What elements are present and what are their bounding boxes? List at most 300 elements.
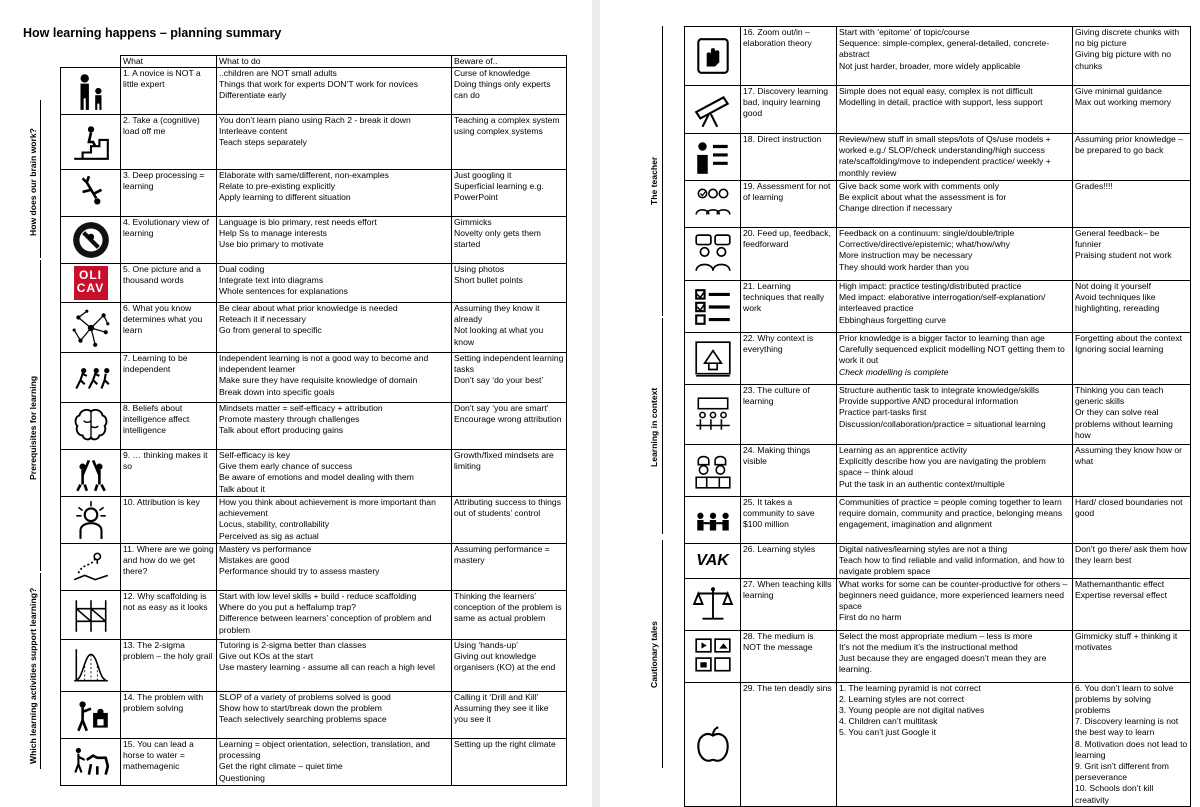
vak-logo-text: VAK: [696, 552, 729, 570]
todo-cell: [837, 445, 1073, 497]
todo-line: Review/new stuff in small steps/lots of Qs/use models + worked e.g./ SLOP/check understanding/high success rate/scaffolding/move to independent practice/ weekly + monthly review: [839, 134, 1051, 178]
what-cell: [741, 181, 837, 228]
stressed-person-icon: [61, 497, 121, 544]
section-divider: [40, 100, 41, 258]
todo-line: Put the task in an authentic context/multiple: [839, 478, 1005, 489]
beware-line: Not looking at what you know: [454, 325, 544, 347]
sin-line: 9. Grit isn’t different from perseverance: [1075, 761, 1169, 783]
todo-cell: [217, 115, 452, 170]
beware-cell: [1073, 385, 1191, 445]
feedback-people-icon: [685, 228, 741, 281]
todo-line: You don’t learn piano using Rach 2 - break it down: [219, 115, 411, 125]
diver-icon: [61, 170, 121, 217]
todo-line: Language is bio primary, rest needs effort: [219, 217, 377, 227]
todo-line: They should work harder than you: [839, 261, 969, 272]
todo-line: Apply learning to different situation: [219, 192, 351, 203]
todo-line: Use mastery learning - assume all can reach a high level: [219, 662, 435, 673]
todo-cell: [217, 544, 452, 591]
beware-cell: [1073, 333, 1191, 385]
classroom-icon: [685, 385, 741, 445]
todo-line: Interleave content: [219, 126, 288, 137]
sin-line: 10. Schools don’t kill creativity: [1075, 783, 1154, 805]
todo-line: Differentiate early: [219, 90, 287, 101]
beware-line: Praising student not work: [1075, 250, 1172, 261]
table-row: [685, 578, 1191, 630]
header-what-to-do: What to do: [217, 56, 452, 68]
todo-cell: [217, 692, 452, 739]
sins-left-cell: [837, 682, 1073, 806]
table-row: [685, 86, 1191, 134]
scaffold-icon: [61, 591, 121, 640]
what-cell: 12. Why scaffolding is not as easy as it looks: [121, 591, 217, 640]
todo-cell: [837, 630, 1073, 682]
what-cell: 16. Zoom out/in – elaboration theory: [741, 27, 837, 86]
table-row: [685, 134, 1191, 181]
beware-line: Setting up the right climate: [454, 739, 556, 749]
media-icon: [685, 630, 741, 682]
what-cell: 26. Learning styles: [741, 544, 837, 579]
what-cell: 10. Attribution is key: [121, 497, 217, 544]
puzzle-person-icon: [61, 692, 121, 739]
what-cell: 17. Discovery learning bad, inquiry learning good: [741, 86, 837, 134]
todo-line: Feedback on a continuum: single/double/triple: [839, 228, 1015, 238]
beware-line: Just googling it: [454, 170, 512, 180]
table-row: [685, 385, 1191, 445]
beware-cell: [452, 115, 567, 170]
todo-line: Be clear about what prior knowledge is needed: [219, 303, 398, 313]
todo-line: Explicitly describe how you are navigating the problem space – think aloud: [839, 456, 1046, 478]
todo-cell: [217, 739, 452, 786]
todo-cell: [217, 591, 452, 640]
table-row: [685, 228, 1191, 281]
todo-line: Go from general to specific: [219, 325, 322, 336]
sin-line: 1. The learning pyramid is not correct: [839, 682, 981, 693]
section-divider: [40, 260, 41, 571]
beware-cell: [452, 353, 567, 403]
beware-line: Growth/fixed mindsets are limiting: [454, 450, 554, 472]
todo-line: Carefully sequenced explicit modelling NOT getting them to work it out: [839, 344, 1065, 366]
what-cell: 8. Beliefs about intelligence affect intelligence: [121, 403, 217, 450]
todo-line: Be explicit about what the assessment is for: [839, 192, 1007, 203]
beware-line: Give minimal guidance: [1075, 86, 1162, 96]
todo-cell: [217, 353, 452, 403]
todo-line: Locus, stability, controllability: [219, 519, 330, 530]
todo-cell: [217, 217, 452, 264]
beware-cell: [452, 170, 567, 217]
right-page: [600, 0, 1200, 807]
todo-cell: [837, 578, 1073, 630]
todo-cell: [837, 86, 1073, 134]
section-label-teacher: The teacher: [649, 156, 659, 205]
what-cell: 13. The 2-sigma problem – the holy grail: [121, 640, 217, 692]
table-row: [61, 303, 567, 353]
beware-cell: [1073, 134, 1191, 181]
beware-line: Short bullet points: [454, 275, 523, 286]
community-icon: [685, 497, 741, 544]
todo-line: Break down into specific goals: [219, 386, 335, 397]
todo-line: ..children are NOT small adults: [219, 68, 337, 78]
table-row: [61, 497, 567, 544]
todo-line: Use bio primary to motivate: [219, 239, 324, 250]
what-cell: 18. Direct instruction: [741, 134, 837, 181]
section-divider: [662, 26, 663, 316]
beware-line: Don’t say ‘you are smart’: [454, 403, 549, 413]
bell-curve-icon: [61, 640, 121, 692]
beware-cell: [1073, 27, 1191, 86]
planning-table-left: [60, 55, 567, 786]
table-row: [685, 333, 1191, 385]
todo-line: Give them early chance of success: [219, 461, 353, 472]
beware-line: Grades!!!!: [1075, 181, 1113, 191]
scales-icon: [685, 578, 741, 630]
beware-line: Expertise reversal effect: [1075, 589, 1168, 600]
todo-line: Mastery vs performance: [219, 544, 312, 554]
todo-cell: [837, 27, 1073, 86]
beware-line: Gimmicky stuff + thinking it motivates: [1075, 630, 1178, 652]
beware-cell: [452, 739, 567, 786]
beware-line: Superficial learning e.g. PowerPoint: [454, 181, 544, 203]
lecturer-icon: [685, 134, 741, 181]
olicav-logo: [61, 264, 121, 303]
todo-cell: [837, 181, 1073, 228]
todo-line: Whole sentences for explanations: [219, 286, 348, 297]
todo-line: Give back some work with comments only: [839, 181, 999, 191]
todo-line: Integrate text into diagrams: [219, 275, 324, 286]
todo-line: Be aware of emotions and model dealing with them: [219, 472, 414, 483]
todo-line: SLOP of a variety of problems solved is good: [219, 692, 391, 702]
todo-line: Mindsets matter = self-efficacy + attribution: [219, 403, 383, 413]
beware-cell: [1073, 445, 1191, 497]
telescope-icon: [685, 86, 741, 134]
todo-line: Relate to pre-existing explicitly: [219, 181, 336, 192]
beware-line: Not doing it yourself: [1075, 281, 1151, 291]
todo-line: Prior knowledge is a bigger factor to learning than age: [839, 333, 1045, 343]
apple-icon: [685, 682, 741, 806]
person-child-icon: [61, 68, 121, 115]
header-beware: Beware of..: [452, 56, 567, 68]
todo-cell: [837, 544, 1073, 579]
beware-line: Doing things only experts can do: [454, 79, 551, 101]
table-row: [685, 27, 1191, 86]
todo-line: It’s not the medium it’s the instructional method: [839, 641, 1018, 652]
todo-line: Start with ‘epitome’ of topic/course: [839, 27, 970, 37]
beware-cell: [452, 497, 567, 544]
table-row: [61, 264, 567, 303]
todo-line: High impact: practice testing/distributed practice: [839, 281, 1022, 291]
chefs-icon: [685, 445, 741, 497]
beware-line: Don’t say ‘do your best’: [454, 375, 544, 386]
beware-line: Avoid techniques like highlighting, rereading: [1075, 292, 1160, 314]
table-row: [61, 115, 567, 170]
todo-cell: [217, 450, 452, 497]
todo-line: Questioning: [219, 772, 265, 783]
todo-line: Show how to start/break down the problem: [219, 703, 382, 714]
todo-line: Provide supportive AND procedural information: [839, 396, 1019, 407]
todo-cell: [837, 497, 1073, 544]
section-label-activities: Which learning activities support learning?: [28, 587, 38, 764]
todo-line: Dual coding: [219, 264, 265, 274]
beware-line: Attributing success to things out of students’ control: [454, 497, 561, 519]
todo-line: Learning as an apprentice activity: [839, 445, 968, 455]
todo-line: Mistakes are good: [219, 555, 290, 566]
zoom-hand-icon: [685, 27, 741, 86]
todo-cell: [217, 403, 452, 450]
todo-cell: [837, 385, 1073, 445]
header-row: [61, 56, 567, 68]
what-cell: 1. A novice is NOT a little expert: [121, 68, 217, 115]
checklist-icon: [685, 281, 741, 333]
table-row: [61, 739, 567, 786]
context-box-icon: [685, 333, 741, 385]
sin-line: 3. Young people are not digital natives: [839, 705, 985, 716]
table-row: [61, 170, 567, 217]
beware-cell: [452, 450, 567, 497]
what-text: 19. Assessment for not of learning: [743, 181, 831, 203]
beware-cell: [452, 303, 567, 353]
table-row: [61, 591, 567, 640]
beware-cell: [1073, 497, 1191, 544]
beware-line: Novelty only gets them started: [454, 228, 541, 250]
beware-line: Gimmicks: [454, 217, 492, 227]
planning-table-right: [684, 26, 1191, 807]
todo-line: Tutoring is 2-sigma better than classes: [219, 640, 367, 650]
todo-cell: [217, 170, 452, 217]
beware-cell: [1073, 281, 1191, 333]
todo-line: Difference between learners’ conception of problem and problem: [219, 613, 432, 635]
beware-cell: [1073, 86, 1191, 134]
table-row: [685, 497, 1191, 544]
todo-line: Elaborate with same/different, non-examples: [219, 170, 389, 180]
beware-line: Giving discrete chunks with no big picture: [1075, 27, 1180, 49]
todo-line: First do no harm: [839, 612, 902, 623]
table-row: [61, 353, 567, 403]
what-cell: 7. Learning to be independent: [121, 353, 217, 403]
table-row: [685, 544, 1191, 579]
todo-cell: [837, 333, 1073, 385]
beware-line: Mathemanthantic effect: [1075, 578, 1165, 589]
todo-line: Teach how to find reliable and valid information, and how to navigate problem space: [839, 555, 1065, 577]
sin-line: 5. You can’t just Google it: [839, 727, 936, 738]
beware-line: Using photos: [454, 264, 505, 274]
what-cell: 3. Deep processing = learning: [121, 170, 217, 217]
beware-line: Assuming prior knowledge – be prepared to go back: [1075, 134, 1183, 156]
todo-line: Talk about effort producing gains: [219, 425, 344, 436]
todo-line: Teach steps separately: [219, 137, 307, 148]
what-cell: 15. You can lead a horse to water = mathemagenic: [121, 739, 217, 786]
beware-cell: [452, 692, 567, 739]
prohibited-icon: [61, 217, 121, 264]
what-cell: 2. Take a (cognitive) load off me: [121, 115, 217, 170]
table-row: [61, 217, 567, 264]
what-cell: 21. Learning techniques that really work: [741, 281, 837, 333]
todo-line: Start with low level skills + build - reduce scaffolding: [219, 591, 417, 601]
sins-right-cell: [1073, 682, 1191, 806]
sin-line: 8. Motivation does not lead to learning: [1075, 738, 1188, 760]
section-divider: [40, 573, 41, 769]
todo-cell: [217, 497, 452, 544]
beware-cell: [452, 403, 567, 450]
sin-line: 2. Learning styles are not correct: [839, 693, 965, 704]
todo-line: Select the most appropriate medium – less is more: [839, 630, 1033, 641]
todo-line: Not just harder, broader, more widely applicable: [839, 60, 1021, 71]
todo-line: Discussion/collaboration/practice = situational learning: [839, 418, 1046, 429]
todo-line: Just because they are engaged doesn’t mean they are learning.: [839, 653, 1047, 675]
todo-line: Reteach it if necessary: [219, 314, 306, 325]
beware-line: Thinking the learners’ conception of the problem is same as actual problem: [454, 591, 562, 624]
beware-line: Hard/ closed boundaries not good: [1075, 497, 1183, 519]
table-row: [61, 692, 567, 739]
olicav-logo-text: OLI CAV: [74, 266, 108, 300]
beware-line: Or they can solve real problems without learning how: [1075, 407, 1173, 440]
what-cell: 11. Where are we going and how do we get there?: [121, 544, 217, 591]
table-row: [61, 640, 567, 692]
table-row: [685, 630, 1191, 682]
map-route-icon: [61, 544, 121, 591]
beware-cell: [1073, 578, 1191, 630]
todo-line: Talk about it: [219, 483, 265, 494]
todo-line: Change direction if necessary: [839, 203, 953, 214]
todo-line: Practice part-tasks first: [839, 407, 927, 418]
what-cell: 25. It takes a community to save $100 million: [741, 497, 837, 544]
todo-line: Ebbinghaus forgetting curve: [839, 314, 947, 325]
todo-line: How you think about achievement is more important than achievement: [219, 497, 436, 519]
beware-cell: [452, 217, 567, 264]
todo-line: Structure authentic task to integrate knowledge/skills: [839, 385, 1040, 395]
beware-line: Encourage wrong attribution: [454, 414, 562, 425]
what-cell: 5. One picture and a thousand words: [121, 264, 217, 303]
header-blank: [61, 56, 121, 68]
todo-line: Self-efficacy is key: [219, 450, 291, 460]
table-row: [61, 450, 567, 497]
todo-cell: [217, 264, 452, 303]
todo-cell: [837, 281, 1073, 333]
beware-cell: [1073, 181, 1191, 228]
beware-cell: [452, 640, 567, 692]
todo-line: Give out KOs at the start: [219, 651, 314, 662]
stairs-climber-icon: [61, 115, 121, 170]
todo-line: Communities of practice = people coming together to learn require domain, community and practice, belonging means engagement, imagination and alignment: [839, 497, 1063, 530]
beware-cell: [452, 544, 567, 591]
beware-line: Curse of knowledge: [454, 68, 530, 78]
todo-line: Sequence: simple-complex, general-detailed, concrete-abstract: [839, 38, 1050, 60]
todo-cell: [837, 228, 1073, 281]
table-row: [61, 403, 567, 450]
what-cell: 28. The medium is NOT the message: [741, 630, 837, 682]
beware-line: Max out working memory: [1075, 97, 1171, 108]
beware-line: Assuming performance = mastery: [454, 544, 550, 566]
what-cell: 20. Feed up, feedback, feedforward: [741, 228, 837, 281]
todo-line: Things that work for experts DON’T work for novices: [219, 79, 418, 90]
todo-line: Corrective/directive/epistemic; what/how/why: [839, 239, 1010, 250]
left-page: [0, 0, 592, 807]
horse-leader-icon: [61, 739, 121, 786]
table-row: [61, 544, 567, 591]
what-cell: 9. … thinking makes it so: [121, 450, 217, 497]
beware-cell: [452, 591, 567, 640]
beware-line: Giving out knowledge organisers (KO) at the end: [454, 651, 556, 673]
table-row: [61, 68, 567, 115]
section-label-cautionary: Cautionary tales: [649, 621, 659, 688]
table-row: [685, 682, 1191, 806]
beware-cell: [1073, 630, 1191, 682]
beware-line: Teaching a complex system using complex systems: [454, 115, 560, 137]
todo-line: Help Ss to manage interests: [219, 228, 327, 239]
beware-line: Using ‘hands-up’: [454, 640, 519, 650]
header-what: What: [121, 56, 217, 68]
section-label-context: Learning in context: [649, 387, 659, 467]
todo-line: Independent learning is not a good way to become and independent learner: [219, 353, 429, 375]
beware-line: Thinking you can teach generic skills: [1075, 385, 1164, 407]
what-cell: 4. Evolutionary view of learning: [121, 217, 217, 264]
sin-line: 4. Children can’t multitask: [839, 716, 938, 727]
section-divider: [662, 540, 663, 768]
table-row: [685, 445, 1191, 497]
todo-line: Simple does not equal easy, complex is not difficult: [839, 86, 1033, 96]
todo-cell: [217, 640, 452, 692]
beware-line: Ignoring social learning: [1075, 344, 1164, 355]
beware-cell: [1073, 228, 1191, 281]
todo-line: Make sure they have requisite knowledge of domain: [219, 375, 418, 386]
beware-line: Giving big picture with no chunks: [1075, 49, 1172, 71]
what-cell: 23. The culture of learning: [741, 385, 837, 445]
beware-line: Assuming they know how or what: [1075, 445, 1182, 467]
beware-cell: [452, 264, 567, 303]
sin-line: 7. Discovery learning is not the best way to learn: [1075, 716, 1179, 738]
todo-line: Promote mastery through challenges: [219, 414, 360, 425]
todo-line: Teach selectively searching problems space: [219, 714, 387, 725]
beware-cell: [1073, 544, 1191, 579]
beware-line: Calling it ‘Drill and Kill’: [454, 692, 539, 702]
todo-cell: [217, 68, 452, 115]
runners-icon: [61, 353, 121, 403]
what-cell: 29. The ten deadly sins: [741, 682, 837, 806]
vak-logo: [685, 544, 741, 579]
network-icon: [61, 303, 121, 353]
what-cell: 22. Why context is everything: [741, 333, 837, 385]
todo-line: Performance should try to assess mastery: [219, 566, 380, 577]
table-row: [685, 181, 1191, 228]
brain-icon: [61, 403, 121, 450]
todo-line: Med impact: elaborative interrogation/self-explanation/ interleaved practice: [839, 292, 1046, 314]
todo-line: Learning = object orientation, selection, translation, and processing: [219, 739, 430, 761]
what-cell: 14. The problem with problem solving: [121, 692, 217, 739]
beware-line: Assuming they see it like you see it: [454, 703, 549, 725]
what-cell: 6. What you know determines what you learn: [121, 303, 217, 353]
todo-line: More instruction may be necessary: [839, 250, 973, 261]
todo-line: What works for some can be counter-productive for others – beginners need guidance, more experienced learners need space: [839, 578, 1068, 612]
what-cell: 24. Making things visible: [741, 445, 837, 497]
todo-line: Digital natives/learning styles are not a thing: [839, 544, 1008, 554]
section-label-prerequisites: Prerequisites for learning: [28, 375, 38, 480]
beware-line: General feedback– be funnier: [1075, 228, 1160, 250]
beware-line: Forgetting about the context: [1075, 333, 1183, 343]
todo-line: Modelling in detail, practice with support, less support: [839, 97, 1043, 108]
page-title: How learning happens – planning summary: [23, 26, 282, 40]
beware-line: Don’t go there/ ask them how they learn best: [1075, 544, 1187, 566]
what-cell: 27. When teaching kills learning: [741, 578, 837, 630]
beware-line: Assuming they know it already: [454, 303, 540, 325]
todo-cell: [837, 134, 1073, 181]
section-label-brain: How does our brain work?: [28, 128, 38, 236]
todo-line: Get the right climate – quiet time: [219, 761, 343, 772]
todo-cell: [217, 303, 452, 353]
sin-line: 6. You don’t learn to solve problems by solving problems: [1075, 682, 1174, 716]
beware-line: Setting independent learning tasks: [454, 353, 564, 375]
todo-line: Perceived as sig as actual: [219, 530, 319, 541]
todo-line: Where do you put a heffalump trap?: [219, 602, 356, 613]
assessment-people-icon: [685, 181, 741, 228]
high-five-icon: [61, 450, 121, 497]
